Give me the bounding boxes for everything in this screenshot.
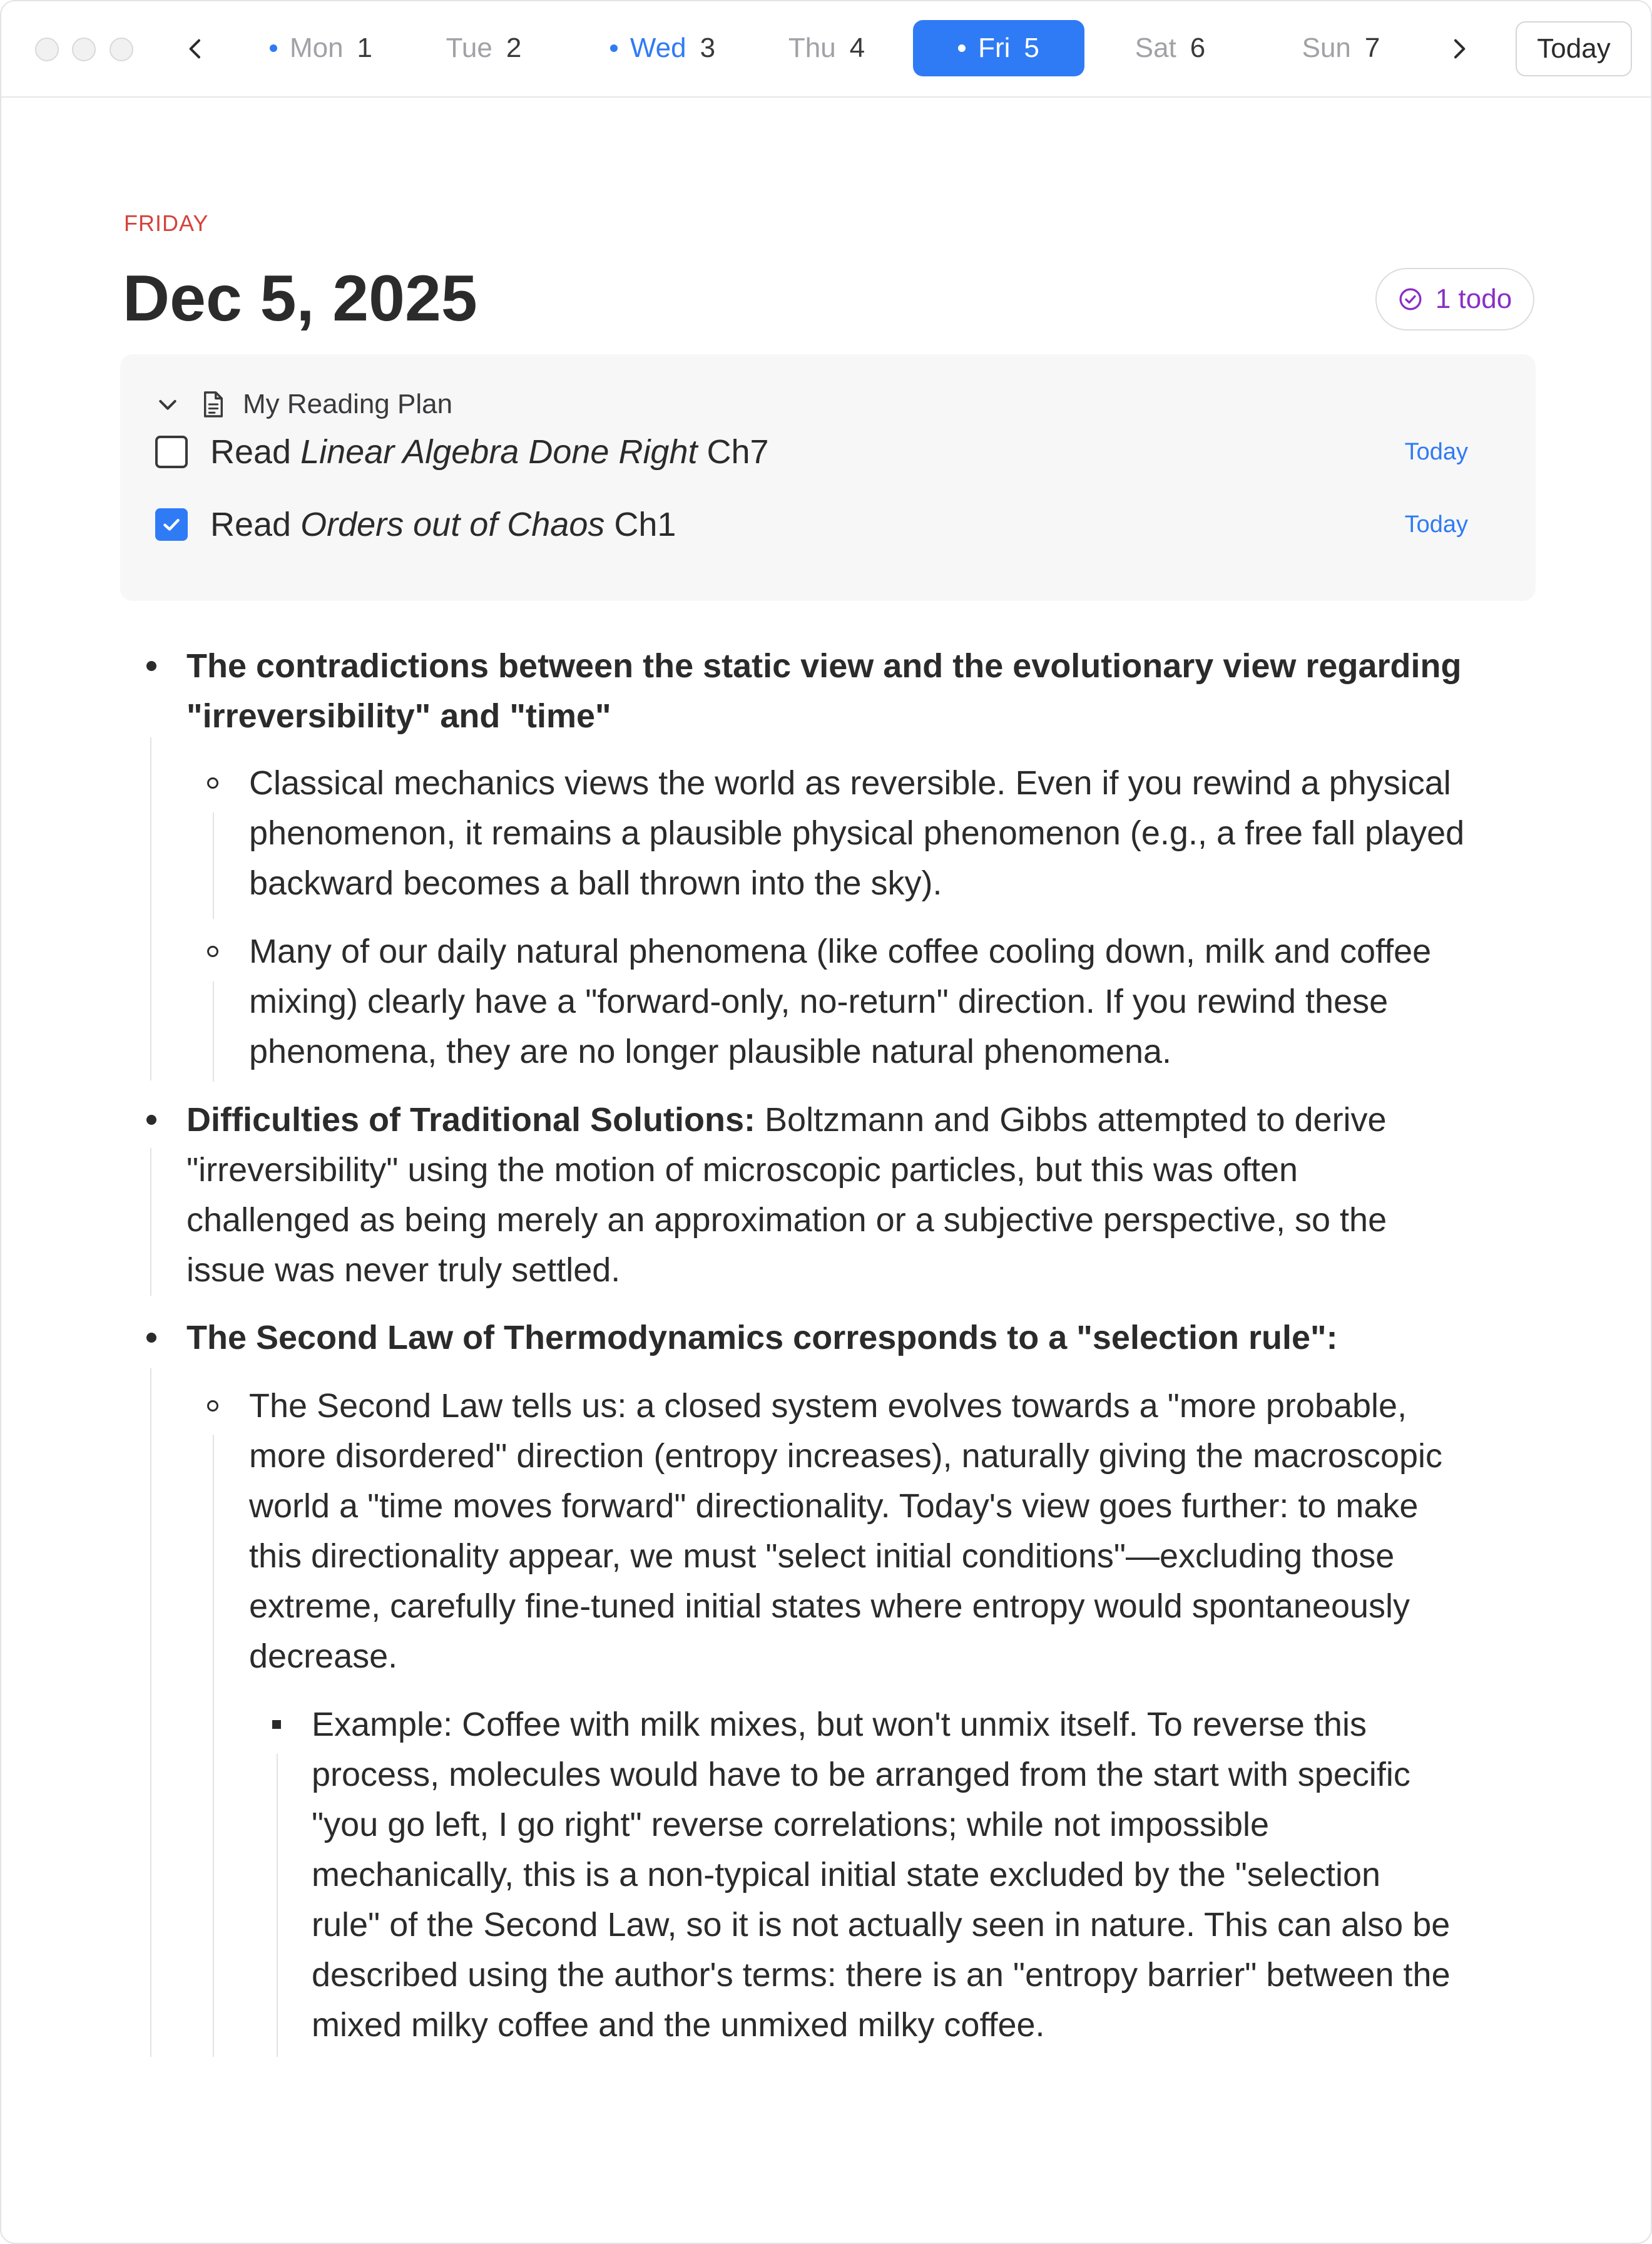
- day-name: Fri: [978, 33, 1011, 63]
- day-name: Sat: [1134, 33, 1176, 63]
- indent-guide: [213, 812, 214, 919]
- bullet-disc-icon: [146, 661, 156, 671]
- day-number: 4: [849, 33, 865, 63]
- bullet-circle-icon: [207, 1400, 218, 1411]
- chevron-right-icon: [1446, 36, 1471, 61]
- note-line: phenomenon, it remains a plausible physical phenomenon (e.g., a free fall played: [249, 814, 1465, 852]
- note-line: process, molecules would have to be arranged from the start with specific: [312, 1756, 1410, 1793]
- note-line: Example: Coffee with milk mixes, but won't unmix itself. To reverse this: [312, 1706, 1367, 1743]
- note-line: The Second Law tells us: a closed system evolves towards a "more probable,: [249, 1387, 1407, 1425]
- note-line: rule" of the Second Law, so it is not actually seen in nature. This can also be: [312, 1906, 1451, 1944]
- note-line: "irreversibility" using the motion of microscopic particles, but this was often: [186, 1151, 1298, 1189]
- todo-list-header: [155, 386, 452, 423]
- todo-text-prefix: Read: [210, 506, 301, 543]
- note-bold-text: The contradictions between the static view and the evolutionary view regarding: [186, 647, 1462, 685]
- previous-week-button[interactable]: [174, 26, 218, 71]
- todo-list-card: [120, 354, 1536, 601]
- indent-guide: [213, 981, 214, 1082]
- todo-text[interactable]: [210, 505, 676, 544]
- note-bullet-heading: [186, 691, 611, 741]
- day-tab-fri[interactable]: [913, 20, 1084, 76]
- note-bold-text: Difficulties of Traditional Solutions:: [186, 1101, 756, 1139]
- note-text: Boltzmann and Gibbs attempted to derive: [755, 1101, 1387, 1139]
- note-bold-text: The Second Law of Thermodynamics corresponds to a "selection rule":: [186, 1319, 1338, 1356]
- bullet-disc-icon: [146, 1333, 156, 1343]
- note-line: extreme, carefully fine-tuned initial states where entropy would spontaneously: [249, 1587, 1410, 1625]
- day-number: 7: [1364, 33, 1380, 63]
- todo-count-label: 1 todo: [1435, 284, 1512, 314]
- note-line: Many of our daily natural phenomena (like coffee cooling down, milk and coffee: [249, 933, 1432, 970]
- note-bullet-heading: [186, 1313, 1338, 1363]
- todo-text-suffix: Ch7: [697, 433, 769, 471]
- bullet-square-icon: [272, 1720, 281, 1729]
- todo-text[interactable]: [210, 433, 769, 471]
- day-number: 1: [357, 33, 373, 63]
- day-tab-tue[interactable]: [398, 20, 569, 76]
- day-number: 5: [1024, 33, 1039, 63]
- note-line: more disordered" direction (entropy increases), naturally giving the macroscopic: [249, 1437, 1443, 1475]
- todo-due-date[interactable]: Today: [1404, 438, 1468, 465]
- check-circle-icon: [1398, 287, 1423, 312]
- day-name: Thu: [788, 33, 836, 63]
- event-dot-icon: [958, 44, 966, 52]
- todo-book-title: Linear Algebra Done Right: [300, 433, 698, 471]
- zoom-window-button[interactable]: [110, 38, 133, 61]
- todo-text-prefix: Read: [210, 433, 301, 471]
- todo-count-badge[interactable]: [1375, 268, 1534, 330]
- minimize-window-button[interactable]: [72, 38, 96, 61]
- note-line: [186, 1095, 1387, 1145]
- note-bullet-heading: [186, 641, 1461, 691]
- note-line: mechanically, this is a non-typical initial state excluded by the "selection: [312, 1856, 1381, 1893]
- close-window-button[interactable]: [35, 38, 59, 61]
- todo-checkbox[interactable]: [155, 436, 188, 468]
- todo-item: [155, 427, 1507, 477]
- day-tab-wed[interactable]: [577, 20, 748, 76]
- day-number: 2: [506, 33, 522, 63]
- bullet-circle-icon: [207, 946, 218, 957]
- page-title: Dec 5, 2025: [123, 262, 477, 335]
- bullet-disc-icon: [146, 1115, 156, 1125]
- checkmark-icon: [160, 513, 183, 536]
- note-line: phenomena, they are no longer plausible natural phenomena.: [249, 1033, 1172, 1070]
- todo-item: [155, 500, 1507, 550]
- day-name: Sun: [1302, 33, 1351, 63]
- note-line: this directionality appear, we must "select initial conditions"—excluding those: [249, 1537, 1395, 1575]
- day-name: Mon: [289, 33, 344, 63]
- note-line: issue was never truly settled.: [186, 1251, 621, 1289]
- todo-text-suffix: Ch1: [604, 506, 676, 543]
- day-tab-mon[interactable]: [235, 20, 407, 76]
- day-tab-sat[interactable]: [1084, 20, 1256, 76]
- next-week-button[interactable]: [1437, 26, 1481, 71]
- note-line: backward becomes a ball thrown into the sky).: [249, 864, 942, 902]
- note-line: mixing) clearly have a "forward-only, no-return" direction. If you rewind these: [249, 983, 1389, 1020]
- chevron-down-icon[interactable]: [155, 392, 180, 417]
- indent-guide: [150, 737, 151, 1080]
- indent-guide: [213, 1435, 214, 2057]
- note-line: challenged as being merely an approximation or a subjective perspective, so the: [186, 1201, 1387, 1239]
- todo-list-title[interactable]: My Reading Plan: [243, 389, 453, 419]
- note-line: mixed milky coffee and the unmixed milky coffee.: [312, 2006, 1045, 2044]
- todo-checkbox-checked[interactable]: [155, 508, 188, 541]
- todo-book-title: Orders out of Chaos: [300, 506, 605, 543]
- bullet-circle-icon: [207, 777, 218, 789]
- note-line: Classical mechanics views the world as reversible. Even if you rewind a physical: [249, 764, 1451, 802]
- day-tab-sun[interactable]: [1255, 20, 1427, 76]
- day-number: 6: [1190, 33, 1206, 63]
- note-line: world a "time moves forward" directionality. Today's view goes further: to make: [249, 1487, 1419, 1525]
- indent-guide: [277, 1754, 278, 2057]
- note-line: "you go left, I go right" reverse correlations; while not impossible: [312, 1806, 1270, 1843]
- weekday-label: FRIDAY: [124, 210, 209, 236]
- note-line: described using the author's terms: there is an "entropy barrier" between the: [312, 1956, 1451, 1994]
- document-icon: [201, 390, 225, 419]
- indent-guide: [150, 1148, 151, 1296]
- todo-due-date[interactable]: Today: [1404, 511, 1468, 538]
- chevron-left-icon: [183, 36, 208, 61]
- indent-guide: [150, 1368, 151, 2057]
- today-button[interactable]: Today: [1516, 21, 1632, 76]
- day-name: Wed: [630, 33, 686, 63]
- event-dot-icon: [270, 44, 277, 52]
- day-tab-thu[interactable]: [741, 20, 912, 76]
- day-number: 3: [700, 33, 716, 63]
- note-line: decrease.: [249, 1637, 398, 1675]
- day-name: Tue: [446, 33, 492, 63]
- note-bold-text: "irreversibility" and "time": [186, 697, 611, 735]
- event-dot-icon: [610, 44, 618, 52]
- week-navigation-bar: [1, 1, 1652, 98]
